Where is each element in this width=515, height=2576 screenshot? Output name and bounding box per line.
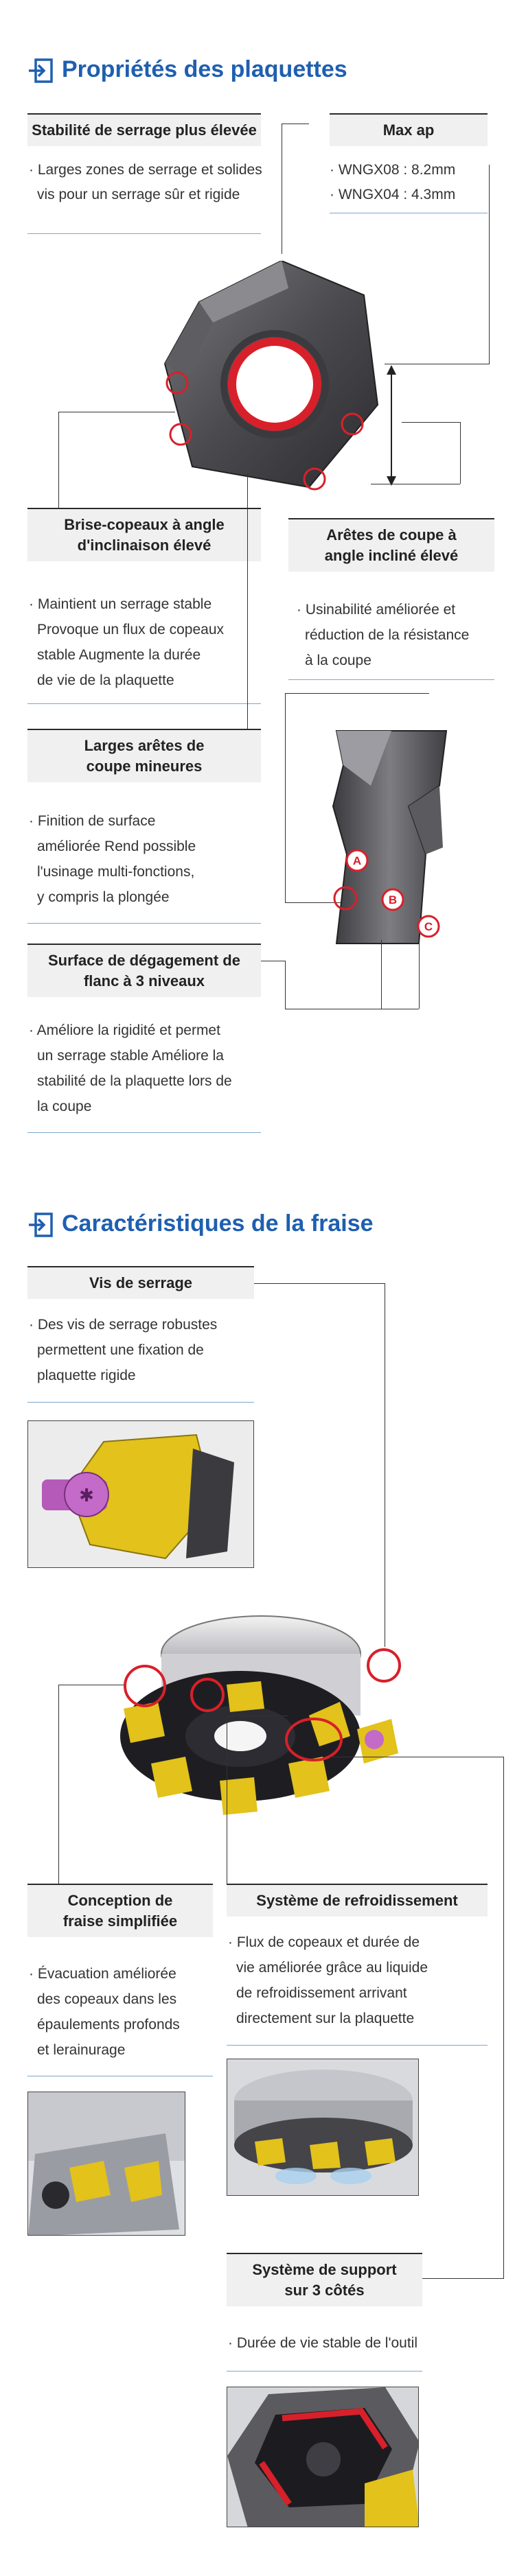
svg-text:B: B: [388, 893, 398, 906]
maxap-heading: Max ap: [330, 113, 488, 146]
divider: [27, 1132, 261, 1133]
section-title-insert-properties: Propriétés des plaquettes: [62, 56, 347, 82]
support-text: · Durée de vie stable de l'outil: [228, 2335, 417, 2351]
chipbreaker-text: · Maintient un serrage stable Provoque un flux de copeaux stable Augmente la durée de vie de la plaquette: [29, 596, 225, 688]
divider: [27, 923, 261, 924]
arrow-into-box-icon: [27, 1212, 54, 1238]
cooling-heading: Système de refroidissement: [227, 1884, 488, 1917]
dimension-arrow-icon: [381, 364, 402, 487]
svg-text:C: C: [424, 920, 433, 933]
divider: [27, 1402, 254, 1403]
marker-circle: [168, 422, 193, 447]
divider: [227, 2371, 422, 2372]
screw-heading: Vis de serrage: [27, 1266, 254, 1299]
flank-text: · Améliore la rigidité et permet un serrage stable Améliore la stabilité de la plaquette lors de la coupe: [29, 1022, 232, 1114]
chipbreaker-heading: Brise-copeaux à angle d'inclinaison élevé: [27, 508, 261, 561]
clamping-heading: Stabilité de serrage plus élevée: [27, 113, 261, 146]
cutter-illustration: [103, 1599, 405, 1818]
divider: [227, 2045, 488, 2046]
arrow-into-box-icon: [27, 58, 54, 84]
minor-edges-text: · Finition de surface améliorée Rend possible l'usinage multi-fonctions, y compris la plongée: [29, 813, 196, 905]
cutting-edges-heading: Arêtes de coupe à angle incliné élevé: [288, 518, 494, 572]
marker-circle: [122, 1663, 168, 1709]
marker-circle: [332, 885, 358, 911]
screw-text: · Des vis de serrage robustes permettent une fixation de plaquette rigide: [29, 1317, 218, 1383]
marker-circle: [302, 467, 327, 491]
support-photo: [227, 2387, 419, 2527]
design-text: · Évacuation améliorée des copeaux dans les épaulements profonds et lerainurage: [29, 1966, 180, 2058]
marker-circle: [165, 371, 190, 395]
divider: [27, 703, 261, 704]
marker-a-icon: [345, 848, 369, 873]
support-heading: Système de support sur 3 côtés: [227, 2253, 422, 2306]
minor-edges-heading: Larges arêtes de coupe mineures: [27, 729, 261, 782]
section-title-cutter-features: Caractéristiques de la fraise: [62, 1210, 374, 1237]
cooling-photo: [227, 2059, 419, 2196]
svg-text:✱: ✱: [79, 1486, 94, 1506]
marker-circle: [365, 1647, 402, 1684]
screw-photo: [27, 1420, 254, 1568]
divider: [288, 679, 494, 680]
marker-circle: [340, 412, 365, 436]
maxap-text: · WNGX08 : 8.2mm · WNGX04 : 4.3mm: [330, 162, 456, 202]
marker-c-icon: [416, 914, 441, 939]
cutting-edges-text: · Usinabilité améliorée et réduction de la résistance à la coupe: [297, 602, 470, 668]
marker-b-icon: [380, 887, 405, 912]
design-photo: [27, 2092, 185, 2236]
clamping-text: · Larges zones de serrage et solides vis pour un serrage sûr et rigide: [29, 162, 262, 202]
divider: [27, 233, 261, 234]
cooling-text: · Flux de copeaux et durée de vie améliorée grâce au liquide de refroidissement arrivant directement sur la plaquette: [228, 1934, 428, 2026]
flank-heading: Surface de dégagement de flanc à 3 niveaux: [27, 944, 261, 997]
marker-circle: [189, 1676, 226, 1713]
svg-text:A: A: [352, 854, 362, 867]
design-heading: Conception de fraise simplifiée: [27, 1884, 213, 1937]
